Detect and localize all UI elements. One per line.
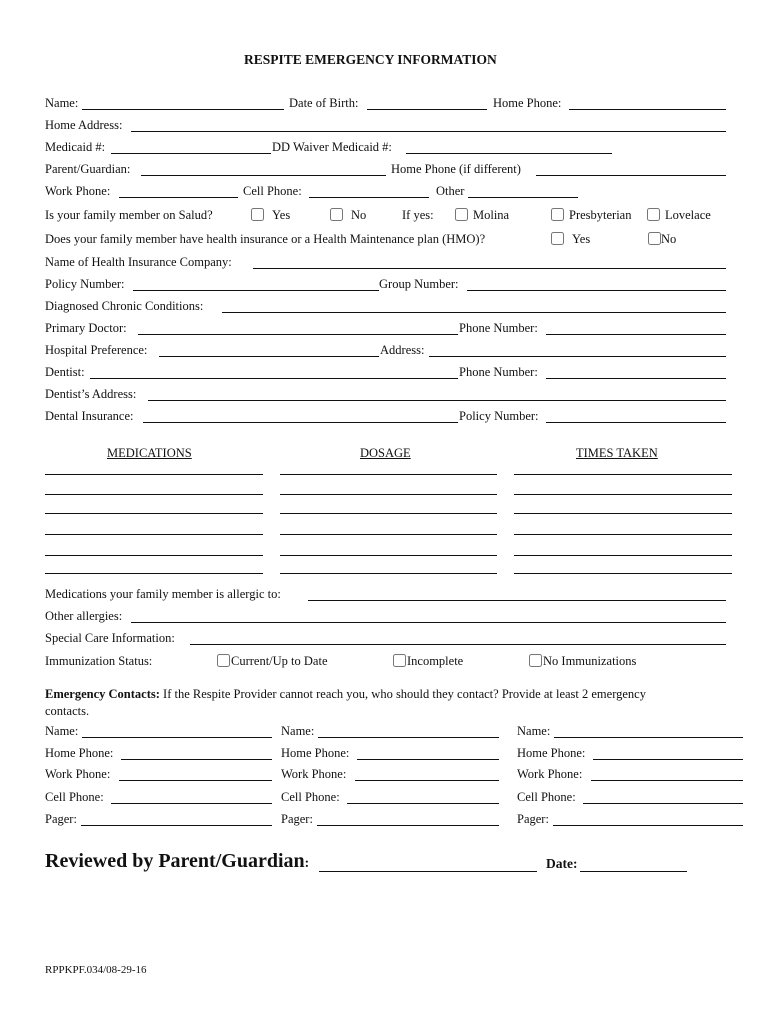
other-label: Other [436, 184, 465, 198]
contact-3-cell-phone-field[interactable] [583, 790, 743, 804]
dentist-phone-field[interactable] [546, 365, 726, 379]
medicaid-field[interactable] [111, 140, 271, 154]
contact-2-pager-field[interactable] [317, 812, 499, 826]
cell-phone-label: Cell Phone: [243, 184, 302, 198]
medication-line-4[interactable] [45, 522, 263, 535]
dental-policy-field[interactable] [546, 409, 726, 423]
parent-guardian-label: Parent/Guardian: [45, 162, 131, 176]
salud-yes-checkbox[interactable] [251, 208, 264, 221]
work-phone-label: Work Phone: [45, 184, 111, 198]
immunization-current-checkbox[interactable] [217, 654, 230, 667]
medication-line-2[interactable] [45, 482, 263, 495]
dosage-line-4[interactable] [280, 522, 497, 535]
dd-waiver-label: DD Waiver Medicaid #: [272, 140, 392, 154]
home-address-label: Home Address: [45, 118, 123, 132]
immunization-current-label: Current/Up to Date [231, 654, 328, 668]
contact-1-pager-label: Pager: [45, 812, 77, 826]
immunization-incomplete-checkbox[interactable] [393, 654, 406, 667]
hospital-address-label: Address: [380, 343, 425, 357]
molina-checkbox[interactable] [455, 208, 468, 221]
reviewed-date-label: Date: [546, 856, 578, 871]
molina-label: Molina [473, 208, 510, 222]
salud-question: Is your family member on Salud? [45, 208, 213, 222]
contact-2-name-field[interactable] [318, 724, 499, 738]
contact-1-name-label: Name: [45, 724, 79, 738]
dd-waiver-field[interactable] [406, 140, 612, 154]
medications-header: MEDICATIONS [107, 446, 192, 460]
dob-field[interactable] [367, 96, 487, 110]
immunization-none-checkbox[interactable] [529, 654, 542, 667]
dosage-line-2[interactable] [280, 482, 497, 495]
home-address-field[interactable] [131, 118, 726, 132]
if-yes-label: If yes: [402, 208, 434, 222]
reviewed-text: Reviewed by Parent/Guardian [45, 850, 305, 872]
hospital-preference-field[interactable] [159, 343, 379, 357]
dosage-line-5[interactable] [280, 543, 497, 556]
times-taken-header: TIMES TAKEN [576, 446, 658, 460]
policy-number-label: Policy Number: [45, 277, 125, 291]
hospital-preference-label: Hospital Preference: [45, 343, 148, 357]
dentist-address-label: Dentist’s Address: [45, 387, 137, 401]
doctor-phone-label: Phone Number: [459, 321, 538, 335]
dentist-label: Dentist: [45, 365, 85, 379]
page-title: RESPITE EMERGENCY INFORMATION [244, 52, 497, 67]
salud-no-label: No [351, 208, 367, 222]
contact-2-pager-label: Pager: [281, 812, 313, 826]
contact-3-work-phone-field[interactable] [591, 767, 743, 781]
dental-insurance-field[interactable] [143, 409, 458, 423]
emergency-contacts-intro [45, 687, 646, 702]
contact-3-work-phone-label: Work Phone: [517, 767, 583, 781]
hmo-no-checkbox[interactable] [648, 232, 661, 245]
contact-3-pager-label: Pager: [517, 812, 549, 826]
hmo-yes-checkbox[interactable] [551, 232, 564, 245]
lovelace-label: Lovelace [665, 208, 711, 222]
hmo-no-label: No [661, 232, 677, 246]
group-number-field[interactable] [467, 277, 726, 291]
contact-1-cell-phone-field[interactable] [111, 790, 272, 804]
contact-2-cell-phone-field[interactable] [347, 790, 499, 804]
primary-doctor-label: Primary Doctor: [45, 321, 127, 335]
contact-2-work-phone-field[interactable] [355, 767, 499, 781]
dosage-line-3[interactable] [280, 501, 497, 514]
home-phone-diff-label: Home Phone (if different) [391, 162, 521, 176]
contact-3-cell-phone-label: Cell Phone: [517, 790, 576, 804]
contact-2-work-phone-label: Work Phone: [281, 767, 347, 781]
times-taken-line-4[interactable] [514, 522, 732, 535]
contact-2-home-phone-field[interactable] [357, 746, 499, 760]
emergency-text-continued: contacts. [45, 704, 90, 718]
salud-no-checkbox[interactable] [330, 208, 343, 221]
primary-doctor-field[interactable] [138, 321, 458, 335]
times-taken-line-3[interactable] [514, 501, 732, 514]
contact-1-home-phone-label: Home Phone: [45, 746, 114, 760]
contact-1-work-phone-label: Work Phone: [45, 767, 111, 781]
reviewed-signature-field[interactable] [319, 855, 537, 872]
medication-line-6[interactable] [45, 561, 263, 574]
policy-number-field[interactable] [133, 277, 379, 291]
contact-3-home-phone-label: Home Phone: [517, 746, 586, 760]
allergic-field[interactable] [308, 587, 726, 601]
times-taken-line-6[interactable] [514, 561, 732, 574]
name-label: Name: [45, 96, 79, 110]
contact-3-name-label: Name: [517, 724, 551, 738]
home-phone-diff-field[interactable] [536, 162, 726, 176]
salud-yes-label: Yes [272, 208, 291, 222]
hmo-question: Does your family member have health insurance or a Health Maintenance plan (HMO)? [45, 232, 486, 246]
dentist-field[interactable] [90, 365, 458, 379]
reviewed-by-label [45, 850, 309, 873]
emergency-heading: Emergency Contacts: [45, 687, 160, 701]
contact-3-name-field[interactable] [554, 724, 743, 738]
immunization-incomplete-label: Incomplete [407, 654, 464, 668]
parent-guardian-field[interactable] [141, 162, 386, 176]
chronic-conditions-label: Diagnosed Chronic Conditions: [45, 299, 204, 313]
special-care-field[interactable] [190, 631, 726, 645]
dental-insurance-label: Dental Insurance: [45, 409, 134, 423]
allergic-label: Medications your family member is allergic to: [45, 587, 281, 601]
insurance-company-field[interactable] [253, 255, 726, 269]
times-taken-line-1[interactable] [514, 462, 732, 475]
contact-1-name-field[interactable] [82, 724, 272, 738]
dental-policy-label: Policy Number: [459, 409, 539, 423]
special-care-label: Special Care Information: [45, 631, 175, 645]
hmo-yes-label: Yes [572, 232, 591, 246]
dosage-line-6[interactable] [280, 561, 497, 574]
dentist-address-field[interactable] [148, 387, 726, 401]
contact-1-cell-phone-label: Cell Phone: [45, 790, 104, 804]
contact-1-home-phone-field[interactable] [121, 746, 272, 760]
dosage-header: DOSAGE [360, 446, 411, 460]
immunization-none-label: No Immunizations [543, 654, 637, 668]
reviewed-colon: : [304, 855, 310, 870]
other-field[interactable] [468, 184, 578, 198]
group-number-label: Group Number: [379, 277, 459, 291]
chronic-conditions-field[interactable] [222, 299, 726, 313]
doctor-phone-field[interactable] [546, 321, 726, 335]
presbyterian-checkbox[interactable] [551, 208, 564, 221]
immunization-label: Immunization Status: [45, 654, 153, 668]
dosage-line-1[interactable] [280, 462, 497, 475]
medication-line-5[interactable] [45, 543, 263, 556]
insurance-company-label: Name of Health Insurance Company: [45, 255, 232, 269]
hospital-address-field[interactable] [429, 343, 726, 357]
contact-2-name-label: Name: [281, 724, 315, 738]
home-phone-field[interactable] [569, 96, 726, 110]
home-phone-label: Home Phone: [493, 96, 562, 110]
times-taken-line-5[interactable] [514, 543, 732, 556]
medicaid-label: Medicaid #: [45, 140, 106, 154]
contact-2-home-phone-label: Home Phone: [281, 746, 350, 760]
form-code: RPPKPF.034/08-29-16 [45, 964, 147, 976]
contact-1-pager-field[interactable] [81, 812, 272, 826]
presbyterian-label: Presbyterian [569, 208, 632, 222]
medication-line-3[interactable] [45, 501, 263, 514]
cell-phone-field[interactable] [309, 184, 429, 198]
contact-3-pager-field[interactable] [553, 812, 743, 826]
lovelace-checkbox[interactable] [647, 208, 660, 221]
dentist-phone-label: Phone Number: [459, 365, 538, 379]
emergency-text: If the Respite Provider cannot reach you, who should they contact? Provide at least 2 emergency [159, 687, 646, 701]
name-field[interactable] [82, 96, 284, 110]
other-allergies-label: Other allergies: [45, 609, 123, 623]
contact-2-cell-phone-label: Cell Phone: [281, 790, 340, 804]
times-taken-line-2[interactable] [514, 482, 732, 495]
contact-1-work-phone-field[interactable] [119, 767, 272, 781]
dob-label: Date of Birth: [289, 96, 359, 110]
other-allergies-field[interactable] [131, 609, 726, 623]
medication-line-1[interactable] [45, 462, 263, 475]
contact-3-home-phone-field[interactable] [593, 746, 743, 760]
work-phone-field[interactable] [119, 184, 238, 198]
reviewed-date-field[interactable] [580, 855, 687, 872]
